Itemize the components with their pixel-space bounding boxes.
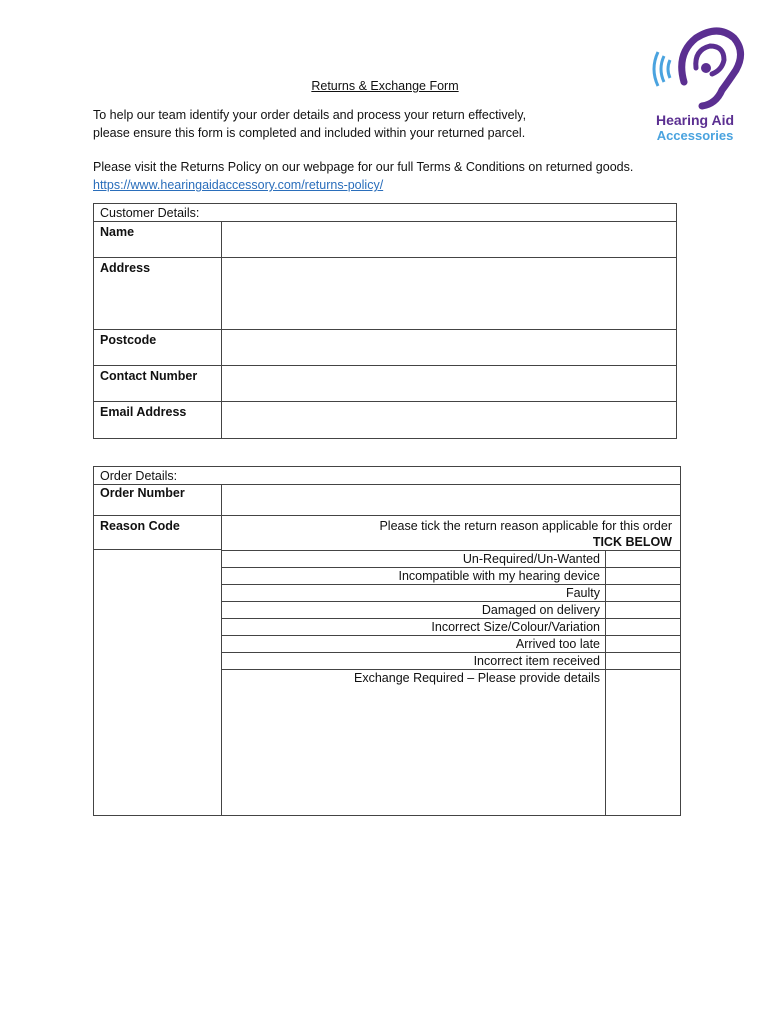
policy-line: Please visit the Returns Policy on our webpage for our full Terms & Conditions on returned goods. <box>93 160 634 174</box>
intro-line-1: To help our team identify your order details and process your return effectively, <box>93 108 527 122</box>
reason-instruction: Please tick the return reason applicable for this order <box>379 519 672 533</box>
reason-incorrect-item: Incorrect item received <box>473 654 600 668</box>
tick-exchange[interactable] <box>606 670 680 815</box>
contact-number-field[interactable] <box>222 366 676 401</box>
email-address-label: Email Address <box>100 405 187 419</box>
address-label: Address <box>100 261 151 275</box>
intro-line-2: please ensure this form is completed and included within your returned parcel. <box>93 126 526 140</box>
reason-code-field[interactable] <box>94 550 221 815</box>
form-title: Returns & Exchange Form <box>311 79 459 93</box>
tick-incorrect-size[interactable] <box>606 619 680 635</box>
tick-faulty[interactable] <box>606 585 680 601</box>
reason-faulty: Faulty <box>565 586 600 600</box>
ear-logo-icon <box>640 24 750 114</box>
reason-code-label: Reason Code <box>100 519 180 533</box>
postcode-label: Postcode <box>100 333 157 347</box>
contact-number-label: Contact Number <box>100 369 198 383</box>
exchange-details-field[interactable] <box>222 688 604 815</box>
reason-incompatible: Incompatible with my hearing device <box>398 569 600 583</box>
reason-exchange: Exchange Required – Please provide details <box>354 671 600 685</box>
reason-damaged: Damaged on delivery <box>481 603 600 617</box>
reason-arrived-late: Arrived too late <box>515 637 600 651</box>
tick-damaged[interactable] <box>606 602 680 618</box>
reason-incorrect-size: Incorrect Size/Colour/Variation <box>431 620 600 634</box>
name-label: Name <box>100 225 135 239</box>
order-number-label: Order Number <box>100 486 185 500</box>
tick-incompatible[interactable] <box>606 568 680 584</box>
tick-unrequired[interactable] <box>606 551 680 567</box>
tick-incorrect-item[interactable] <box>606 653 680 669</box>
logo-line1: Hearing Aid <box>655 112 735 128</box>
logo-line2: Accessories <box>656 128 734 143</box>
tick-arrived-late[interactable] <box>606 636 680 652</box>
order-details-heading: Order Details: <box>100 469 178 483</box>
reason-unrequired: Un-Required/Un-Wanted <box>462 552 600 566</box>
postcode-field[interactable] <box>222 330 676 365</box>
order-number-field[interactable] <box>222 485 680 515</box>
address-field[interactable] <box>222 258 676 329</box>
email-address-field[interactable] <box>222 402 676 439</box>
customer-details-heading: Customer Details: <box>100 206 200 220</box>
returns-policy-link[interactable]: https://www.hearingaidaccessory.com/returns-policy/ <box>93 178 384 192</box>
name-field[interactable] <box>222 222 676 257</box>
tick-below-label: TICK BELOW <box>592 535 672 549</box>
